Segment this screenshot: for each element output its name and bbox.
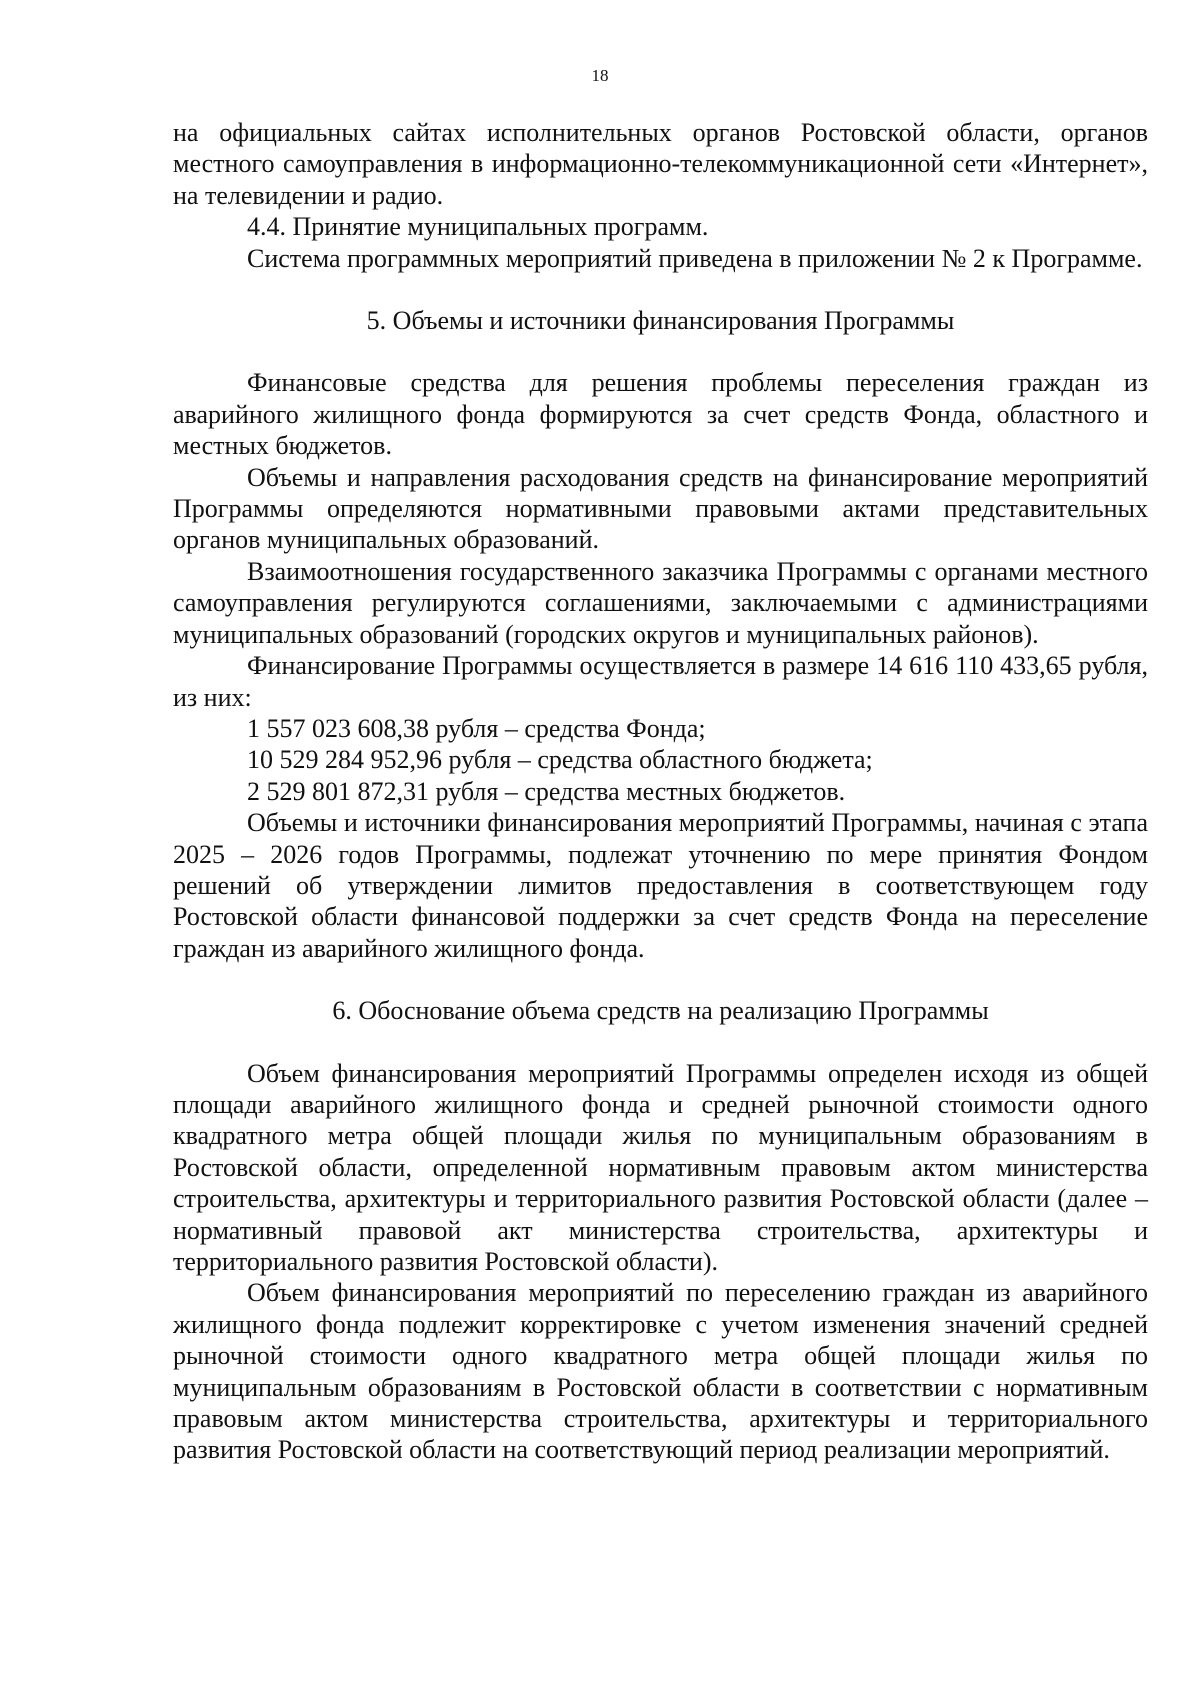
page-number: 18 bbox=[591, 66, 609, 85]
section-heading-5: 5. Объемы и источники финансирования Программы bbox=[366, 306, 955, 336]
paragraph-funding-adjustment: Объем финансирования мероприятий по переселению граждан из аварийного жилищного фонда подлежит корректировке с учетом изменения значений средней рыночной стоимости одного квадратного метра общей площади жилья по муниципальным образованиям в Ростовской области в соответствии с нормативным правовым актом министерства строительства, архитектуры и территориального развития Ростовской области на соответствующий период реализации мероприятий. bbox=[173, 1278, 1148, 1465]
paragraph-publication: на официальных сайтах исполнительных органов Ростовской области, органов местного самоуправления в информационно-телекоммуникационной сети «Интернет», на телевидении и радио. bbox=[173, 118, 1148, 210]
paragraph-funding-directions: Объемы и направления расходования средств на финансирование мероприятий Программы определяются нормативными правовыми актами представительных органов муниципальных образований. bbox=[173, 462, 1148, 555]
paragraph-funding-basis: Объем финансирования мероприятий Программы определен исходя из общей площади аварийного жилищного фонда и средней рыночной стоимости одного квадратного метра общей площади жилья по муниципальным образованиям в Ростовской области, определенной нормативным правовым актом министерства строительства, архитектуры и территориального развития Ростовской области (далее – нормативный правовой акт министерства строительства, архитектуры и территориального развития Ростовской области). bbox=[173, 1058, 1148, 1276]
amount-fund: 1 557 023 608,38 рубля – средства Фонда; bbox=[247, 713, 706, 743]
paragraph-municipal-programs: 4.4. Принятие муниципальных программ. bbox=[247, 212, 709, 242]
section-heading-6: 6. Обоснование объема средств на реализацию Программы bbox=[332, 996, 989, 1026]
paragraph-program-measures: Система программных мероприятий приведена в приложении № 2 к Программе. bbox=[247, 243, 1143, 273]
amount-regional-budget: 10 529 284 952,96 рубля – средства областного бюджета; bbox=[247, 745, 873, 775]
paragraph-funding-clarification: Объемы и источники финансирования мероприятий Программы, начиная с этапа 2025 – 2026 годов Программы, подлежат уточнению по мере принятия Фондом решений об утверждении лимитов предоставления в соответствующем году Ростовской области финансовой поддержки за счет средств Фонда на переселение граждан из аварийного жилищного фонда. bbox=[173, 808, 1148, 963]
document-body bbox=[173, 117, 1148, 1466]
paragraph-total-funding: Финансирование Программы осуществляется в размере 14 616 110 433,65 рубля, из них: bbox=[173, 651, 1148, 712]
amount-local-budgets: 2 529 801 872,31 рубля – средства местных бюджетов. bbox=[247, 776, 846, 806]
paragraph-relations: Взаимоотношения государственного заказчика Программы с органами местного самоуправления регулируются соглашениями, заключаемыми с администрациями муниципальных образований (городских округов и муниципальных районов). bbox=[173, 556, 1148, 649]
paragraph-funding-sources: Финансовые средства для решения проблемы переселения граждан из аварийного жилищного фонда формируются за счет средств Фонда, областного и местных бюджетов. bbox=[173, 368, 1148, 461]
